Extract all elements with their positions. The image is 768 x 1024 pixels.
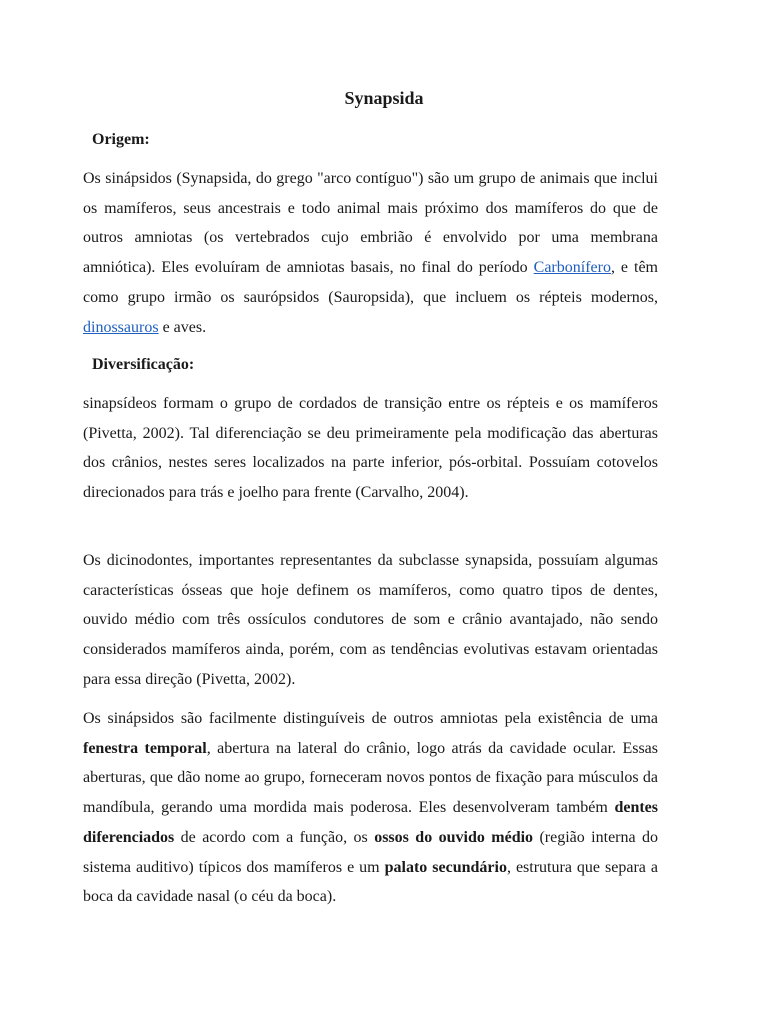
text-run: e aves. (158, 318, 207, 336)
text-run: Os sinápsidos (Synapsida, do grego "arco contíguo") são um grupo de animais que inclui os mamíferos, seus ancestrais e todo animal mais próximo dos mamíferos do que de outros amniotas (os vertebrados cujo embrião é envolvido por uma membrana amniótica). Eles evoluíram de amniotas basais, no final do período (83, 170, 658, 277)
paragraph-diversificacao-3 (83, 704, 658, 912)
section-heading-origem: Origem: (92, 131, 150, 148)
page-title: Synapsida (344, 88, 424, 108)
link-carbonifero[interactable]: Carbonífero (533, 259, 611, 277)
paragraph-diversificacao-1: sinapsídeos formam o grupo de cordados de transição entre os répteis e os mamíferos (Pivetta, 2002). Tal diferenciação se deu primeiramente pela modificação das aberturas dos crânios, nestes seres localizados na parte inferior, pós-orbital. Possuíam cotovelos direcionados para trás e joelho para frente (Carvalho, 2004). (83, 395, 658, 502)
paragraph-origem (83, 164, 658, 342)
bold-term-fenestra-temporal: fenestra temporal (83, 739, 207, 757)
bold-term-dentes-diferenciados: dentes diferenciados (83, 799, 658, 846)
text-run: , e têm como grupo irmão os saurópsidos (Sauropsida), que incluem os répteis modernos, (83, 259, 658, 306)
bold-term-ossos-ouvido-medio: ossos do ouvido médio (374, 828, 534, 846)
text-run: (região interna do sistema auditivo) típicos dos mamíferos e um (83, 828, 659, 876)
paragraph-diversificacao-2: Os dicinodontes, importantes representantes da subclasse synapsida, possuíam algumas características ósseas que hoje definem os mamíferos, como quatro tipos de dentes, ouvido médio com três ossículos condutores de som e crânio avantajado, não sendo considerados mamíferos ainda, porém, com as tendências evolutivas estavam orientadas para essa direção (Pivetta, 2002). (83, 552, 658, 688)
bold-term-palato-secundario: palato secundário (384, 858, 507, 876)
link-dinossauros[interactable]: dinossauros (83, 318, 159, 336)
text-run: de acordo com a função, os (174, 828, 375, 846)
text-run: Os sinápsidos são facilmente distinguíveis de outros amniotas pela existência de uma (83, 710, 658, 727)
text-run: , abertura na lateral do crânio, logo atrás da cavidade ocular. Essas aberturas, que dão nome ao grupo, forneceram novos pontos de fixação para músculos da mandíbula, gerando uma mordida mais poderosa. Eles desenvolveram também (83, 739, 659, 817)
section-heading-diversificacao: Diversificação: (92, 356, 195, 373)
text-run: , estrutura que separa a boca da cavidade nasal (o céu da boca). (83, 858, 658, 906)
